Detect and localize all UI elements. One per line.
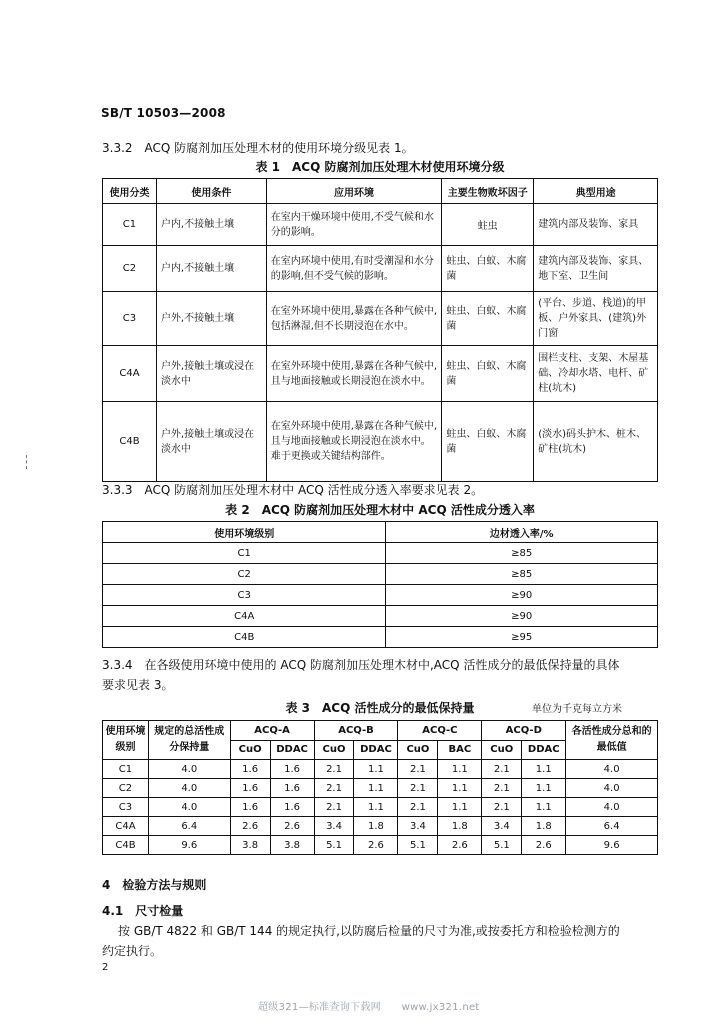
table3-cell: 9.6 (566, 836, 658, 855)
table1-cell: 户内,不接触土壤 (156, 204, 266, 246)
table3-cell: C2 (103, 779, 149, 798)
table3-header-row (103, 721, 658, 741)
table1-cell: 建筑内部及装饰、家具、地下室、卫生间 (534, 246, 658, 292)
table3-cell: 3.4 (482, 817, 522, 836)
clause-3-3-4-line2: 要求见表 3。 (102, 678, 174, 692)
table3-cell: 9.6 (148, 836, 230, 855)
table1-cell: 在室外环境中使用,暴露在各种气候中,包括淋湿,但不长期浸泡在水中。 (266, 292, 442, 346)
table3-cell: 1.1 (438, 760, 482, 779)
table1-cell: 在室外环境中使用,暴露在各种气候中,且与地面接触或长期浸泡在淡水中。 (266, 346, 442, 402)
table3-cell: 2.1 (482, 779, 522, 798)
table3-cell: 2.1 (314, 798, 354, 817)
table1-cell: 在室外环境中使用,暴露在各种气候中,且与地面接触或长期浸泡在淡水中。难于更换或关键结构部件。 (266, 402, 442, 482)
table1-cell: C2 (103, 246, 157, 292)
table-row (103, 779, 658, 798)
table3-sub: DDAC (522, 740, 566, 760)
table1-header-condition: 使用条件 (156, 179, 266, 204)
table1-cell: 户内,不接触土壤 (156, 246, 266, 292)
standard-number: SB/T 10503—2008 (101, 106, 226, 120)
table3-cell: 1.1 (522, 760, 566, 779)
clause-3-3-3: 3.3.3 ACQ 防腐剂加压处理木材中 ACQ 活性成分透入率要求见表 2。 (102, 483, 484, 497)
table3-cell: 4.0 (566, 760, 658, 779)
table1-cell: 蛀虫、白蚁、木腐菌 (442, 346, 534, 402)
margin-mark (26, 455, 28, 469)
table-row (103, 836, 658, 855)
table-row (103, 246, 658, 292)
table3-cell: 2.6 (230, 817, 270, 836)
table1-header-row (103, 179, 658, 204)
table3-cell: 1.1 (354, 760, 398, 779)
table1-cell: 蛀虫、白蚁、木腐菌 (442, 402, 534, 482)
table3-cell: 1.6 (270, 760, 314, 779)
table3-sub: CuO (482, 740, 522, 760)
table-row (103, 402, 658, 482)
table1-cell: (平台、步道、栈道)的甲板、户外家具、(建筑)外门窗 (534, 292, 658, 346)
table1-caption: 表 1 ACQ 防腐剂加压处理木材使用环境分级 (255, 160, 505, 174)
table2-cell: C3 (103, 585, 386, 606)
table3-cell: 6.4 (148, 817, 230, 836)
table3-cell: 3.4 (398, 817, 438, 836)
table3-cell: C3 (103, 798, 149, 817)
table2-header-class: 使用环境级别 (103, 522, 386, 543)
table3-cell: 2.6 (522, 836, 566, 855)
table3-cell: C1 (103, 760, 149, 779)
table3-unit: 单位为千克每立方米 (532, 704, 622, 715)
table1-header-uses: 典型用途 (534, 179, 658, 204)
table3-cell: 1.8 (354, 817, 398, 836)
section-4-title: 4 检验方法与规则 (102, 878, 207, 892)
table3-cell: 1.6 (270, 779, 314, 798)
table3-cell: C4A (103, 817, 149, 836)
table3-cell: 5.1 (482, 836, 522, 855)
table3-cell: 2.1 (398, 760, 438, 779)
table3-cell: 3.8 (230, 836, 270, 855)
table1-header-factors: 主要生物败坏因子 (442, 179, 534, 204)
table1-header-environment: 应用环境 (266, 179, 442, 204)
table3-cell: 2.1 (314, 779, 354, 798)
table3-group-acq-a: ACQ-A (230, 721, 314, 741)
section-4-1-line2: 约定执行。 (102, 944, 163, 958)
table3-cell: 1.1 (354, 798, 398, 817)
table2-cell: C4A (103, 606, 386, 627)
table3-cell: 1.1 (354, 779, 398, 798)
clause-3-3-4-line1: 3.3.4 在各级使用环境中使用的 ACQ 防腐剂加压处理木材中,ACQ 活性成分的最低保持量的具体 (102, 658, 620, 672)
table3-sub: CuO (314, 740, 354, 760)
table3-cell: 2.6 (270, 817, 314, 836)
table3-sub: DDAC (354, 740, 398, 760)
table3-header-class: 使用环境级别 (103, 721, 149, 760)
table3-sub: BAC (438, 740, 482, 760)
table-row (103, 627, 658, 648)
table3-group-acq-d: ACQ-D (482, 721, 566, 741)
table1-cell: 建筑内部及装饰、家具 (534, 204, 658, 246)
table3-cell: 1.1 (438, 798, 482, 817)
table2-header-rate: 边材透入率/% (386, 522, 658, 543)
table1-cell: C4A (103, 346, 157, 402)
table1-cell: 户外,接触土壤或浸在淡水中 (156, 346, 266, 402)
table3-cell: 4.0 (566, 798, 658, 817)
table3-cell: 1.6 (230, 779, 270, 798)
table3-cell: 1.8 (522, 817, 566, 836)
table2-cell: C4B (103, 627, 386, 648)
table3-sub: CuO (398, 740, 438, 760)
table2-cell: C1 (103, 543, 386, 564)
table3-cell: 2.1 (398, 779, 438, 798)
section-4-1-line1: 按 GB/T 4822 和 GB/T 144 的规定执行,以防腐后检量的尺寸为准,或按委托方和检验检测方的 (118, 924, 620, 938)
table3-cell: 2.6 (438, 836, 482, 855)
table2-cell: ≥85 (386, 543, 658, 564)
table1-cell: C1 (103, 204, 157, 246)
clause-3-3-2: 3.3.2 ACQ 防腐剂加压处理木材的使用环境分级见表 1。 (102, 141, 414, 155)
table2-penetration (102, 521, 658, 648)
table3-cell: 3.8 (270, 836, 314, 855)
table-row (103, 798, 658, 817)
section-4-1-title: 4.1 尺寸检量 (102, 904, 184, 918)
table1-cell: C3 (103, 292, 157, 346)
table3-cell: 5.1 (314, 836, 354, 855)
table-row (103, 817, 658, 836)
table3-cell: 4.0 (148, 779, 230, 798)
table2-cell: C2 (103, 564, 386, 585)
table3-cell: 2.1 (314, 760, 354, 779)
table3-cell: 1.1 (522, 779, 566, 798)
table3-header-total: 规定的总活性成分保持量 (148, 721, 230, 760)
table3-group-acq-c: ACQ-C (398, 721, 482, 741)
table3-cell: 1.8 (438, 817, 482, 836)
table3-caption: 表 3 ACQ 活性成分的最低保持量 (285, 701, 475, 715)
table3-header-min: 各活性成分总和的最低值 (566, 721, 658, 760)
table1-header-class: 使用分类 (103, 179, 157, 204)
table1-cell: 户外,不接触土壤 (156, 292, 266, 346)
page-number: 2 (102, 962, 109, 973)
footer-watermark: 超级321—标准查询下载网 www.jx321.net (258, 1002, 480, 1013)
table-row (103, 606, 658, 627)
table3-cell: 5.1 (398, 836, 438, 855)
table1-cell: 在室内干燥环境中使用,不受气候和水分的影响。 (266, 204, 442, 246)
table3-cell: 1.6 (270, 798, 314, 817)
table2-caption: 表 2 ACQ 防腐剂加压处理木材中 ACQ 活性成分透入率 (225, 503, 535, 517)
table3-sub: DDAC (270, 740, 314, 760)
table3-cell: 2.1 (398, 798, 438, 817)
table-row (103, 585, 658, 606)
table3-cell: 1.6 (230, 798, 270, 817)
table1-cell: 在室内环境中使用,有时受潮湿和水分的影响,但不受气候的影响。 (266, 246, 442, 292)
table3-cell: 2.1 (482, 760, 522, 779)
table3-cell: 4.0 (148, 760, 230, 779)
table3-cell: 6.4 (566, 817, 658, 836)
table1-usage-classification (102, 178, 658, 482)
table-row (103, 564, 658, 585)
table1-cell: 围栏支柱、支架、木屋基础、冷却水塔、电杆、矿柱(坑木) (534, 346, 658, 402)
table-row (103, 204, 658, 246)
table3-cell: 1.6 (230, 760, 270, 779)
table1-cell: 蛀虫、白蚁、木腐菌 (442, 292, 534, 346)
table3-cell: 2.1 (482, 798, 522, 817)
table3-cell: 1.1 (438, 779, 482, 798)
table-row (103, 543, 658, 564)
table3-cell: 4.0 (566, 779, 658, 798)
table3-cell: 2.6 (354, 836, 398, 855)
table1-cell: 蛀虫 (442, 204, 534, 246)
table3-cell: C4B (103, 836, 149, 855)
table3-cell: 1.1 (522, 798, 566, 817)
table1-cell: (淡水)码头护木、桩木、矿柱(坑木) (534, 402, 658, 482)
table2-cell: ≥90 (386, 585, 658, 606)
table-row (103, 292, 658, 346)
table3-min-retention (102, 720, 658, 855)
table3-cell: 3.4 (314, 817, 354, 836)
table2-cell: ≥85 (386, 564, 658, 585)
table1-cell: 蛀虫、白蚁、木腐菌 (442, 246, 534, 292)
table1-cell: 户外,接触土壤或浸在淡水中 (156, 402, 266, 482)
table1-cell: C4B (103, 402, 157, 482)
table2-header-row (103, 522, 658, 543)
table3-cell: 4.0 (148, 798, 230, 817)
table-row (103, 346, 658, 402)
table3-sub: CuO (230, 740, 270, 760)
table-row (103, 760, 658, 779)
table2-cell: ≥95 (386, 627, 658, 648)
table2-cell: ≥90 (386, 606, 658, 627)
table3-group-acq-b: ACQ-B (314, 721, 398, 741)
